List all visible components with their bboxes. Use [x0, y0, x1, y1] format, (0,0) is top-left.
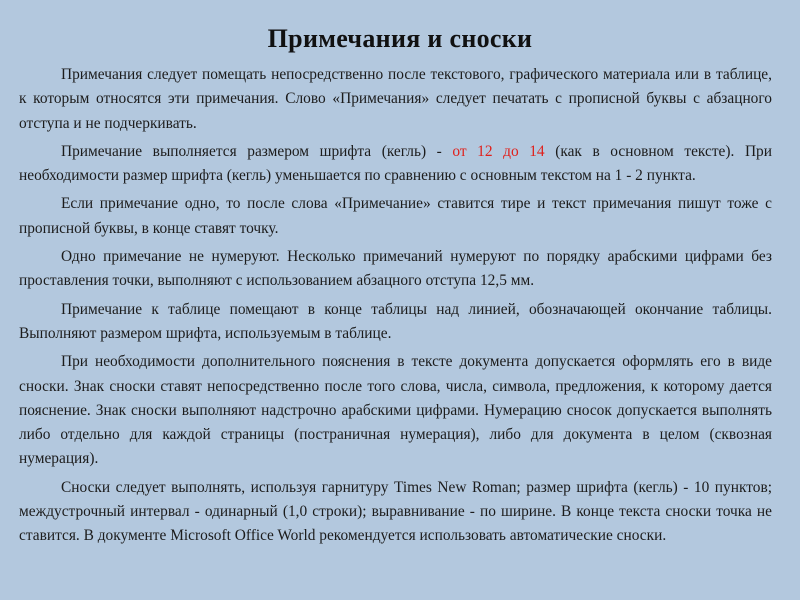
- font-size-text-before: Примечание выполняется размером шрифта (кегль) -: [61, 142, 453, 160]
- paragraph-table-note: Примечание к таблице помещают в конце таблицы над линией, обозначающей окончание таблицы. Выполняют размером шрифта, используемым в таблице.: [19, 300, 772, 342]
- paragraph-footnotes-format: Сноски следует выполнять, используя гарнитуру Times New Roman; размер шрифта (кегль) - 10 пунктов; междустрочный интервал - одинарный (1,0 строки); выравнивание - по ширине. В конце текста сноски точка не ставится. В документе Microsoft Office World рекомендуется использовать автоматические сноски.: [19, 478, 772, 545]
- paragraph-footnotes-intro: При необходимости дополнительного пояснения в тексте документа допускается оформлять его в виде сноски. Знак сноски ставят непосредственно после того слова, числа, символа, предложения, к которому дается пояснение. Знак сноски выполняют надстрочно арабскими цифрами. Нумерацию сносок допускается выполнять либо отдельно для каждой страницы (постраничная нумерация), либо для документа в целом (сквозная нумерация).: [19, 353, 772, 468]
- paragraph-note-numbering: Одно примечание не нумеруют. Несколько примечаний нумеруют по порядку арабскими цифрами без проставления точки, выполняют с использованием абзацного отступа 12,5 мм.: [19, 248, 772, 290]
- paragraph-single-note: Если примечание одно, то после слова «Примечание» ставится тире и текст примечания пишут тоже с прописной буквы, в конце ставят точку.: [19, 195, 772, 237]
- slide-title: Примечания и сноски: [267, 24, 533, 53]
- slide-body: [19, 63, 772, 549]
- font-size-text-after: (как в основном тексте). При необходимости размер шрифта (кегль) уменьшается по сравнению с основным текстом на 1 - 2 пункта.: [19, 142, 772, 185]
- paragraph-notes-font-size: [19, 140, 772, 189]
- font-size-highlight: от 12 до 14: [452, 142, 545, 160]
- paragraph-notes-placement: Примечания следует помещать непосредственно после текстового, графического материала или в таблице, к которым относятся эти примечания. Слово «Примечания» следует печатать с прописной буквы с абзацного отступа и не подчеркивать.: [19, 66, 772, 132]
